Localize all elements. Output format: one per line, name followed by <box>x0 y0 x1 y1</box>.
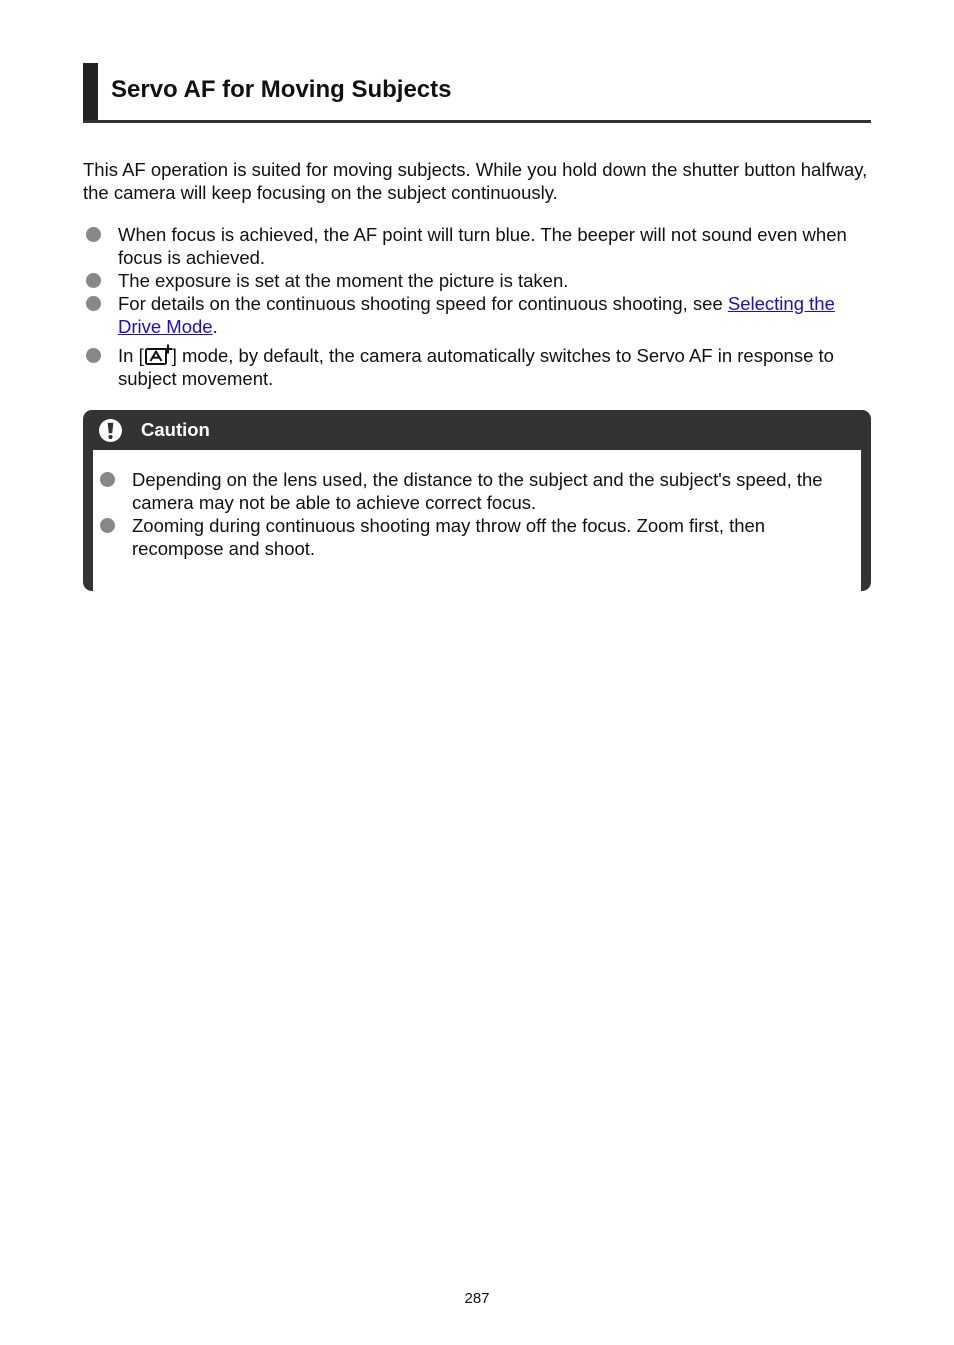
list-item <box>83 292 873 338</box>
intro-paragraph: This AF operation is suited for moving subjects. While you hold down the shutter button halfway, the camera will keep focusing on the subject continuously. <box>83 159 868 203</box>
list-item-text: The exposure is set at the moment the picture is taken. <box>118 270 569 291</box>
list-item <box>83 269 873 292</box>
bullet-dot-icon <box>86 227 101 242</box>
list-item <box>83 223 873 269</box>
caution-header <box>83 410 871 450</box>
list-item <box>97 514 849 560</box>
list-item-text: When focus is achieved, the AF point will turn blue. The beeper will not sound even when focus is achieved. <box>118 224 847 268</box>
list-item-text: ] mode, by default, the camera automatically switches to Servo AF in response to subject movement. <box>118 345 834 389</box>
section-heading <box>83 63 871 123</box>
list-item-text: . <box>212 316 218 337</box>
list-item <box>97 468 849 514</box>
caution-list <box>97 468 849 560</box>
page-number: 287 <box>464 1290 490 1307</box>
bullet-dot-icon <box>86 296 101 311</box>
bullet-dot-icon <box>100 518 115 533</box>
caution-body <box>93 450 861 591</box>
list-item-text: Zooming during continuous shooting may throw off the focus. Zoom first, then recompose and shoot. <box>132 515 766 559</box>
bullet-dot-icon <box>86 273 101 288</box>
list-item <box>83 344 873 390</box>
caution-title: Caution <box>141 419 210 440</box>
scene-intelligent-auto-icon <box>144 344 172 366</box>
list-item-text: Depending on the lens used, the distance to the subject and the subject's speed, the camera may not be able to achieve correct focus. <box>132 469 823 513</box>
heading-accent-bar <box>83 63 98 120</box>
drive-mode-link[interactable]: Selecting the Drive Mode <box>118 293 835 337</box>
bullet-dot-icon <box>100 472 115 487</box>
list-item-text: For details on the continuous shooting speed for continuous shooting, see <box>118 293 728 314</box>
page-title: Servo AF for Moving Subjects <box>111 76 452 103</box>
caution-box <box>83 410 871 591</box>
list-item-text: In [ <box>118 345 144 366</box>
bullet-list <box>83 223 873 390</box>
bullet-dot-icon <box>86 348 101 363</box>
exclamation-icon <box>99 419 122 442</box>
